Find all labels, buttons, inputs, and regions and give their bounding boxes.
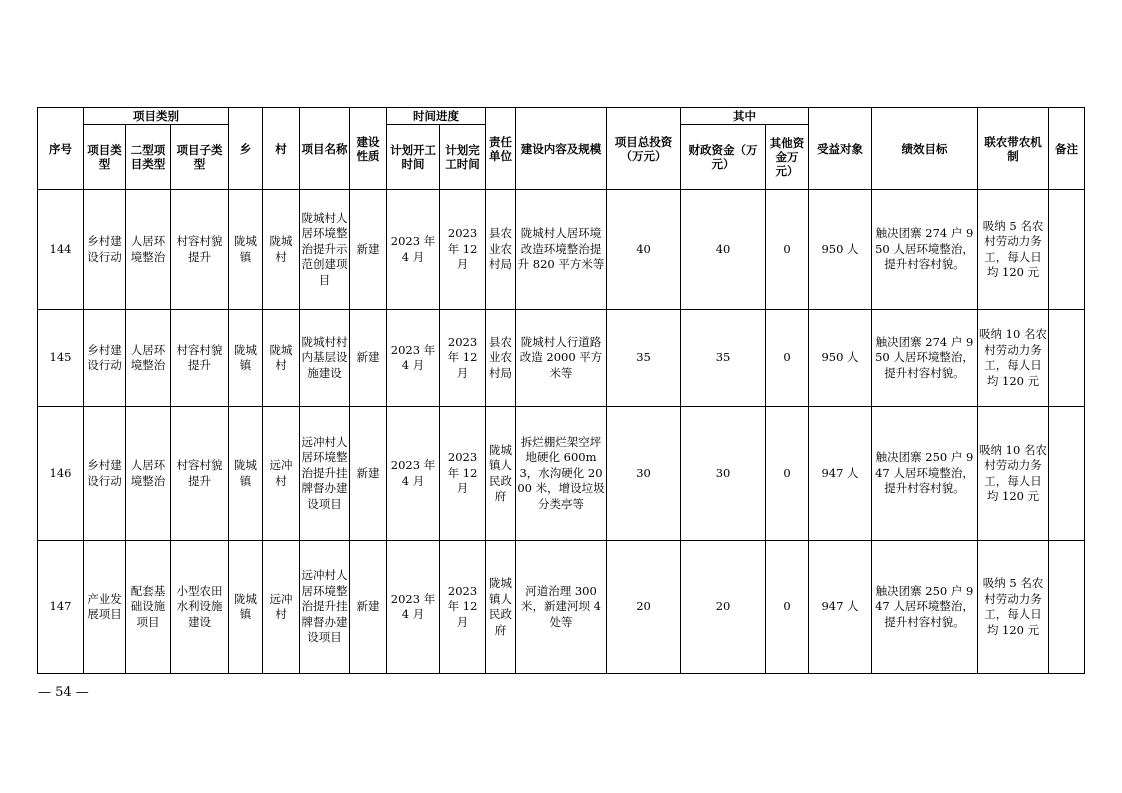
cell-project-name: 陇城村人居环境整治提升示范创建项目 <box>300 190 350 310</box>
cell-beneficiary: 950 人 <box>809 190 872 310</box>
cell-fiscal: 40 <box>681 190 766 310</box>
cell-goal: 触决团寨 274 户 950 人居环境整治，提升村容村貌。 <box>872 310 978 407</box>
cell-mechanism: 吸纳 5 名农村劳动力务工，每人日均 120 元 <box>978 190 1049 310</box>
header-fiscal: 财政资金（万元） <box>681 125 766 190</box>
cell-seq: 145 <box>38 310 84 407</box>
cell-remarks <box>1049 407 1085 541</box>
cell-mechanism: 吸纳 10 名农村劳动力务工，每人日均 120 元 <box>978 407 1049 541</box>
header-total-invest: 项目总投资（万元） <box>607 108 681 190</box>
cell-sub-type: 村容村貌提升 <box>171 190 229 310</box>
cell-project-name: 陇城村村内基层设施建设 <box>300 310 350 407</box>
cell-remarks <box>1049 310 1085 407</box>
cell-sub-type: 村容村貌提升 <box>171 310 229 407</box>
table-row <box>38 407 1085 541</box>
cell-village: 陇城村 <box>263 310 300 407</box>
table-row <box>38 190 1085 310</box>
cell-build-nature: 新建 <box>350 541 387 674</box>
cell-fiscal: 35 <box>681 310 766 407</box>
cell-beneficiary: 947 人 <box>809 541 872 674</box>
cell-other-funds: 0 <box>766 407 809 541</box>
cell-plan-start: 2023 年4 月 <box>387 190 440 310</box>
cell-beneficiary: 947 人 <box>809 407 872 541</box>
header-other-funds: 其他资金万元） <box>766 125 809 190</box>
header-seq: 序号 <box>38 108 84 190</box>
header-content: 建设内容及规模 <box>516 108 607 190</box>
cell-project-name: 远冲村人居环境整治提升挂牌督办建设项目 <box>300 407 350 541</box>
header-project-type: 项目类型 <box>84 125 126 190</box>
cell-build-nature: 新建 <box>350 310 387 407</box>
cell-content: 河道治理 300 米，新建河坝 4 处等 <box>516 541 607 674</box>
cell-second-type: 配套基础设施项目 <box>126 541 171 674</box>
cell-project-type: 产业发展项目 <box>84 541 126 674</box>
header-category-group: 项目类别 <box>84 108 229 125</box>
cell-responsible: 县农业农村局 <box>486 190 516 310</box>
project-table <box>37 107 1085 674</box>
cell-village: 远冲村 <box>263 407 300 541</box>
cell-plan-start: 2023 年4 月 <box>387 310 440 407</box>
header-goal: 绩效目标 <box>872 108 978 190</box>
cell-build-nature: 新建 <box>350 190 387 310</box>
cell-content: 陇城村人居环境改造环境整治提升 820 平方米等 <box>516 190 607 310</box>
cell-total-invest: 30 <box>607 407 681 541</box>
table-row <box>38 310 1085 407</box>
header-schedule-group: 时间进度 <box>387 108 486 125</box>
cell-content: 陇城村人行道路改造 2000 平方米等 <box>516 310 607 407</box>
header-plan-end: 计划完工时间 <box>440 125 486 190</box>
cell-plan-end: 2023 年 12 月 <box>440 407 486 541</box>
cell-plan-end: 2023 年 12 月 <box>440 310 486 407</box>
cell-content: 拆烂棚烂架空坪地硬化 600m3，水沟硬化 2000 米，增设垃圾分类亭等 <box>516 407 607 541</box>
cell-goal: 触决团寨 250 户 947 人居环境整治，提升村容村貌。 <box>872 407 978 541</box>
header-mechanism: 联农带农机制 <box>978 108 1049 190</box>
cell-plan-end: 2023 年 12 月 <box>440 190 486 310</box>
cell-responsible: 陇城镇人民政府 <box>486 407 516 541</box>
cell-second-type: 人居环境整治 <box>126 190 171 310</box>
cell-plan-start: 2023 年4 月 <box>387 541 440 674</box>
cell-project-type: 乡村建设行动 <box>84 190 126 310</box>
cell-beneficiary: 950 人 <box>809 310 872 407</box>
cell-other-funds: 0 <box>766 190 809 310</box>
cell-sub-type: 村容村貌提升 <box>171 407 229 541</box>
cell-seq: 144 <box>38 190 84 310</box>
cell-build-nature: 新建 <box>350 407 387 541</box>
cell-goal: 触决团寨 250 户 947 人居环境整治，提升村容村貌。 <box>872 541 978 674</box>
cell-responsible: 县农业农村局 <box>486 310 516 407</box>
cell-village: 远冲村 <box>263 541 300 674</box>
header-build-nature: 建设性质 <box>350 108 387 190</box>
cell-project-type: 乡村建设行动 <box>84 407 126 541</box>
header-of-which: 其中 <box>681 108 809 125</box>
page-number: — 54 — <box>38 685 89 700</box>
header-township: 乡 <box>229 108 263 190</box>
header-second-type: 二型项目类型 <box>126 125 171 190</box>
cell-project-type: 乡村建设行动 <box>84 310 126 407</box>
cell-plan-start: 2023 年4 月 <box>387 407 440 541</box>
cell-total-invest: 35 <box>607 310 681 407</box>
cell-other-funds: 0 <box>766 310 809 407</box>
cell-village: 陇城村 <box>263 190 300 310</box>
cell-sub-type: 小型农田水利设施建设 <box>171 541 229 674</box>
cell-plan-end: 2023 年 12 月 <box>440 541 486 674</box>
cell-mechanism: 吸纳 10 名农村劳动力务工，每人日均 120 元 <box>978 310 1049 407</box>
cell-responsible: 陇城镇人民政府 <box>486 541 516 674</box>
cell-township: 陇城镇 <box>229 310 263 407</box>
cell-total-invest: 20 <box>607 541 681 674</box>
cell-fiscal: 20 <box>681 541 766 674</box>
cell-total-invest: 40 <box>607 190 681 310</box>
header-responsible: 责任单位 <box>486 108 516 190</box>
table-row <box>38 541 1085 674</box>
cell-township: 陇城镇 <box>229 190 263 310</box>
header-project-name: 项目名称 <box>300 108 350 190</box>
cell-goal: 触决团寨 274 户 950 人居环境整治，提升村容村貌。 <box>872 190 978 310</box>
header-plan-start: 计划开工时间 <box>387 125 440 190</box>
cell-remarks <box>1049 190 1085 310</box>
cell-township: 陇城镇 <box>229 407 263 541</box>
cell-fiscal: 30 <box>681 407 766 541</box>
header-remarks: 备注 <box>1049 108 1085 190</box>
cell-township: 陇城镇 <box>229 541 263 674</box>
cell-remarks <box>1049 541 1085 674</box>
header-village: 村 <box>263 108 300 190</box>
cell-other-funds: 0 <box>766 541 809 674</box>
cell-project-name: 远冲村人居环境整治提升挂牌督办建设项目 <box>300 541 350 674</box>
cell-seq: 146 <box>38 407 84 541</box>
cell-mechanism: 吸纳 5 名农村劳动力务工，每人日均 120 元 <box>978 541 1049 674</box>
header-beneficiary: 受益对象 <box>809 108 872 190</box>
cell-second-type: 人居环境整治 <box>126 407 171 541</box>
cell-second-type: 人居环境整治 <box>126 310 171 407</box>
cell-seq: 147 <box>38 541 84 674</box>
header-sub-type: 项目子类型 <box>171 125 229 190</box>
